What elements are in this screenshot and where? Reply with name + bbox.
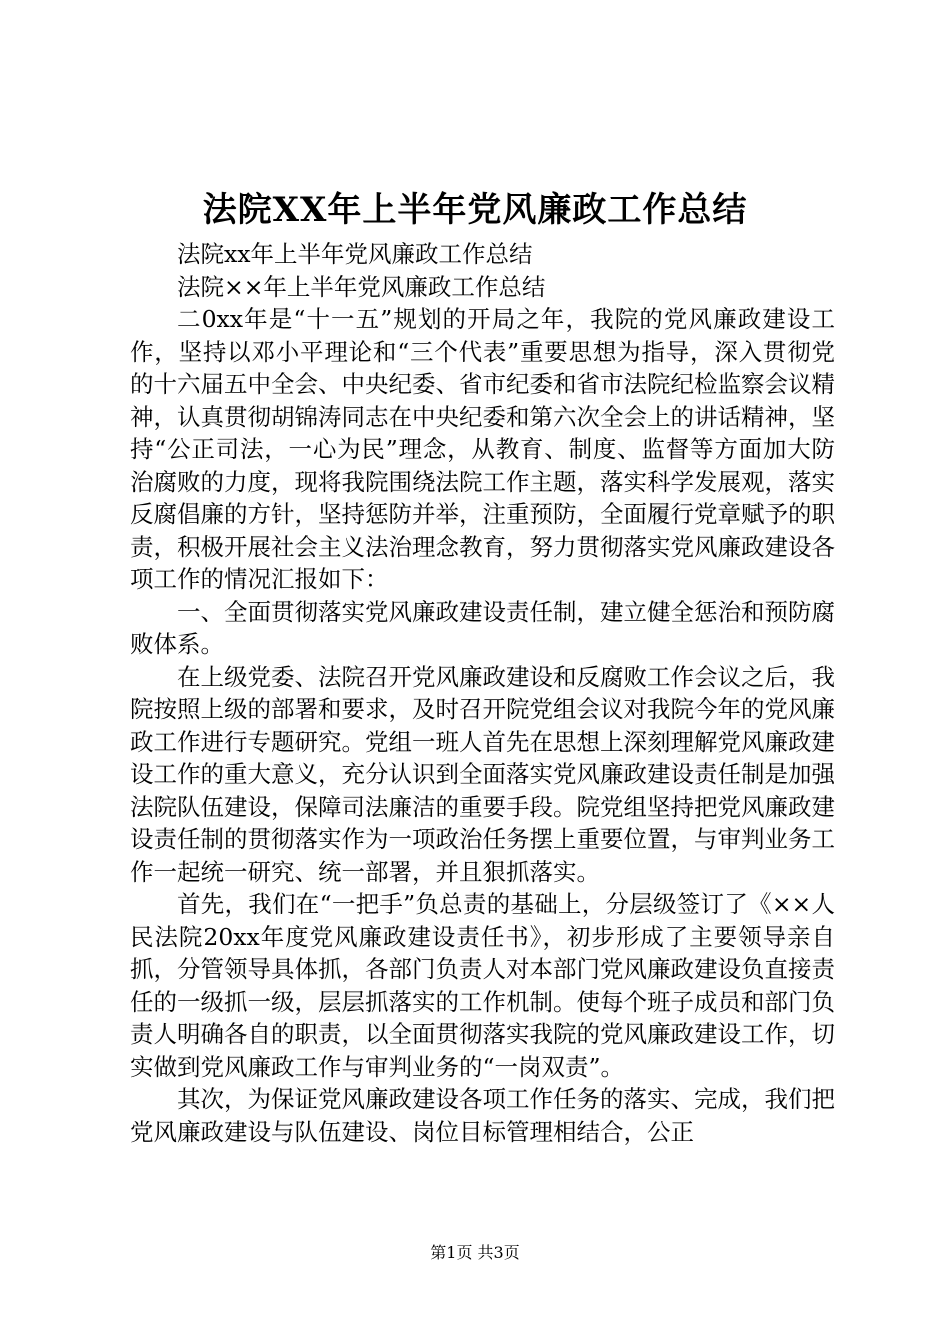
paragraph-body: 首先，我们在“一把手”负总责的基础上，分层级签订了《××人民法院20xx年度党风廉政建设责任书》，初步形成了主要领导亲自抓，分管领导具体抓，各部门负责人对本部门党风廉政建设负直接责任的一级抓一级，层层抓落实的工作机制。使每个班子成员和部门负责人明确各自的职责，以全面贯彻落实我院的党风廉政建设工作，切实做到党风廉政工作与审判业务的“一岗双责”。 (130, 890, 835, 1081)
document-title: 法院XX年上半年党风廉政工作总结 (202, 190, 748, 230)
paragraph-subtitle-2: 法院××年上半年党风廉政工作总结 (177, 272, 546, 301)
paragraph-body: 其次，为保证党风廉政建设各项工作任务的落实、完成，我们把党风廉政建设与队伍建设、岗位目标管理相结合，公正 (130, 1085, 835, 1146)
paragraph-body: 在上级党委、法院召开党风廉政建设和反腐败工作会议之后，我院按照上级的部署和要求，及时召开院党组会议对我院今年的党风廉政工作进行专题研究。党组一班人首先在思想上深刻理解党风廉政建设工作的重大意义，充分认识到全面落实党风廉政建设责任制是加强法院队伍建设，保障司法廉洁的重要手段。院党组坚持把党风廉政建设责任制的贯彻落实作为一项政治任务摆上重要位置，与审判业务工作一起统一研究、统一部署，并且狠抓落实。 (130, 662, 835, 886)
paragraph-intro: 二0xx年是“十一五”规划的开局之年，我院的党风廉政建设工作，坚持以邓小平理论和“三个代表”重要思想为指导，深入贯彻党的十六届五中全会、中央纪委、省市纪委和省市法院纪检监察会议精神，认真贯彻胡锦涛同志在中央纪委和第六次全会上的讲话精神，坚持“公正司法，一心为民”理念，从教育、制度、监督等方面加大防治腐败的力度，现将我院围绕法院工作主题，落实科学发展观，落实反腐倡廉的方针，坚持惩防并举，注重预防，全面履行党章赋予的职责，积极开展社会主义法治理念教育，努力贯彻落实党风廉政建设各项工作的情况汇报如下： (130, 305, 835, 593)
page-footer: 第1页 共3页 (430, 1243, 520, 1262)
paragraph-subtitle-1: 法院xx年上半年党风廉政工作总结 (177, 240, 533, 268)
paragraph-section-heading-1: 一、全面贯彻落实党风廉政建设责任制，建立健全惩治和预防腐败体系。 (130, 597, 835, 658)
document-body (130, 238, 835, 1148)
